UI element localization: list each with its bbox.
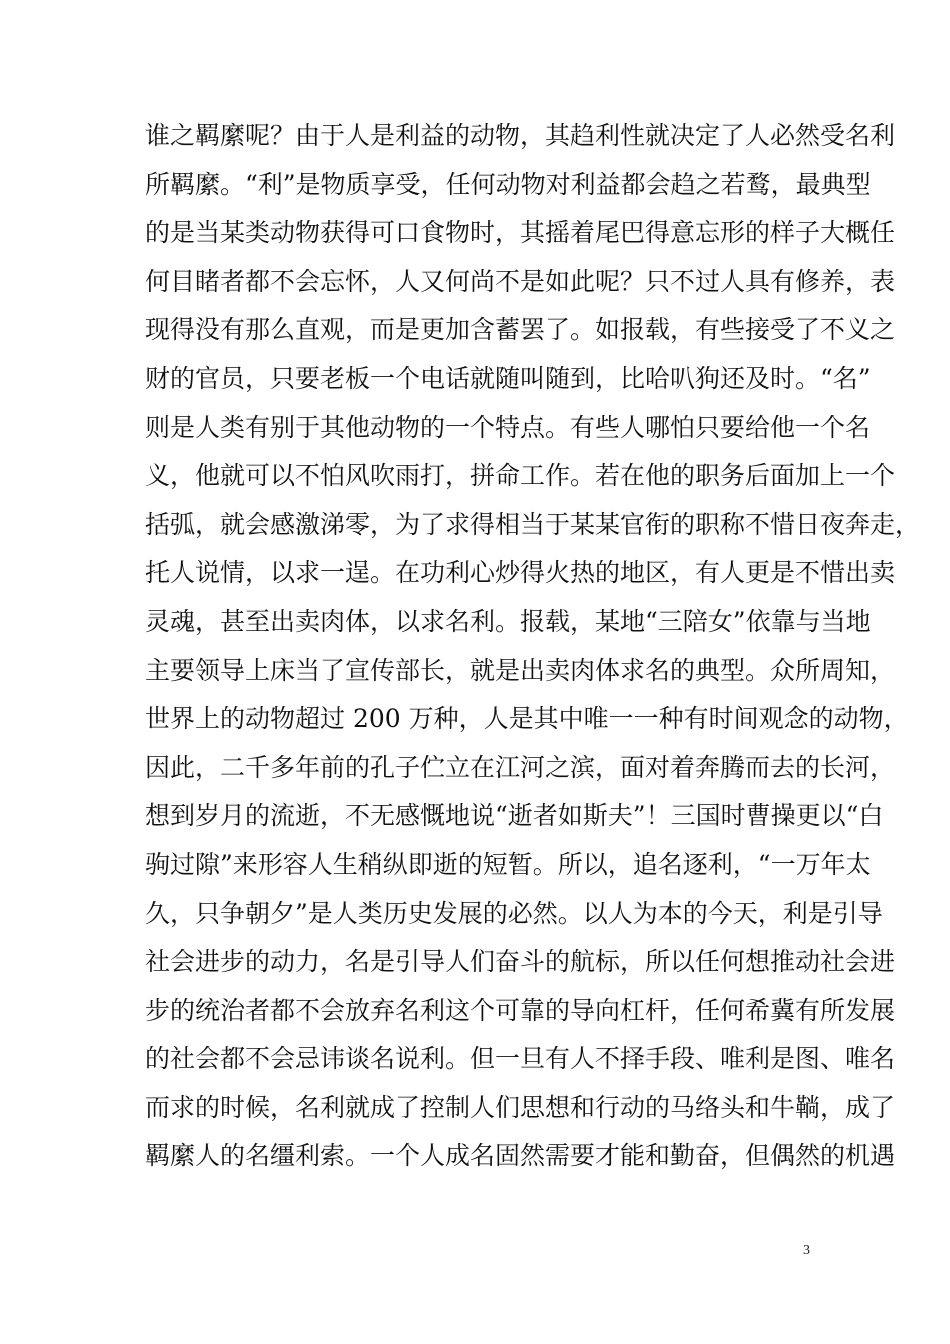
- text-line: 所羁縻。“利”是物质享受，任何动物对利益都会趋之若鹜，最典型: [145, 169, 871, 199]
- text-line: 义，他就可以不怕风吹雨打，拼命工作。若在他的职务后面加上一个: [145, 461, 896, 491]
- body-text: [145, 112, 921, 1181]
- text-line: 的社会都不会忌讳谈名说利。但一旦有人不择手段、唯利是图、唯名: [145, 1044, 896, 1074]
- text-line: 羁縻人的名缰利索。一个人成名固然需要才能和勤奋，但偶然的机遇: [145, 1141, 896, 1171]
- text-line: 灵魂，甚至出卖肉体，以求名利。报载，某地“三陪女”依靠与当地: [145, 606, 871, 636]
- text-line: 步的统治者都不会放弃名利这个可靠的导向杠杆，任何希冀有所发展: [145, 995, 896, 1025]
- text-line: 财的官员，只要老板一个电话就随叫随到，比哈叭狗还及时。“名”: [145, 363, 871, 393]
- text-line: 托人说情，以求一逞。在功利心炒得火热的地区，有人更是不惜出卖: [145, 558, 896, 588]
- text-line: 而求的时候，名利就成了控制人们思想和行动的马络头和牛鞝，成了: [145, 1092, 896, 1122]
- text-line: 主要领导上床当了宣传部长，就是出卖肉体求名的典型。众所周知，: [145, 655, 896, 685]
- text-line: 世界上的动物超过 200 万种，人是其中唯一一种有时间观念的动物，: [145, 704, 909, 734]
- text-line: 则是人类有别于其他动物的一个特点。有些人哪怕只要给他一个名: [145, 412, 871, 442]
- text-line: 因此，二千多年前的孔子伫立在江河之滨，面对着奔腾而去的长河，: [145, 752, 896, 782]
- page-number: 3: [803, 1243, 810, 1258]
- text-line: 何目睹者都不会忘怀，人又何尚不是如此呢？只不过人具有修养，表: [145, 266, 896, 296]
- text-line: 现得没有那么直观，而是更加含蓄罢了。如报载，有些接受了不义之: [145, 315, 896, 345]
- text-line: 的是当某类动物获得可口食物时，其摇着尾巴得意忘形的样子大概任: [145, 218, 896, 248]
- text-line: 想到岁月的流逝，不无感慨地说“逝者如斯夫”！三国时曹操更以“白: [145, 801, 884, 831]
- text-line: 社会进步的动力，名是引导人们奋斗的航标，所以任何想推动社会进: [145, 947, 896, 977]
- text-line: 谁之羁縻呢？由于人是利益的动物，其趋利性就决定了人必然受名利: [145, 121, 896, 150]
- text-line: 括弧，就会感激涕零，为了求得相当于某某官衔的职称不惜日夜奔走，: [145, 509, 921, 539]
- text-line: 久，只争朝夕”是人类历史发展的必然。以人为本的今天，利是引导: [145, 898, 883, 928]
- text-line: 驹过隙”来形容人生稍纵即逝的短暂。所以，追名逐利，“一万年太: [145, 849, 871, 879]
